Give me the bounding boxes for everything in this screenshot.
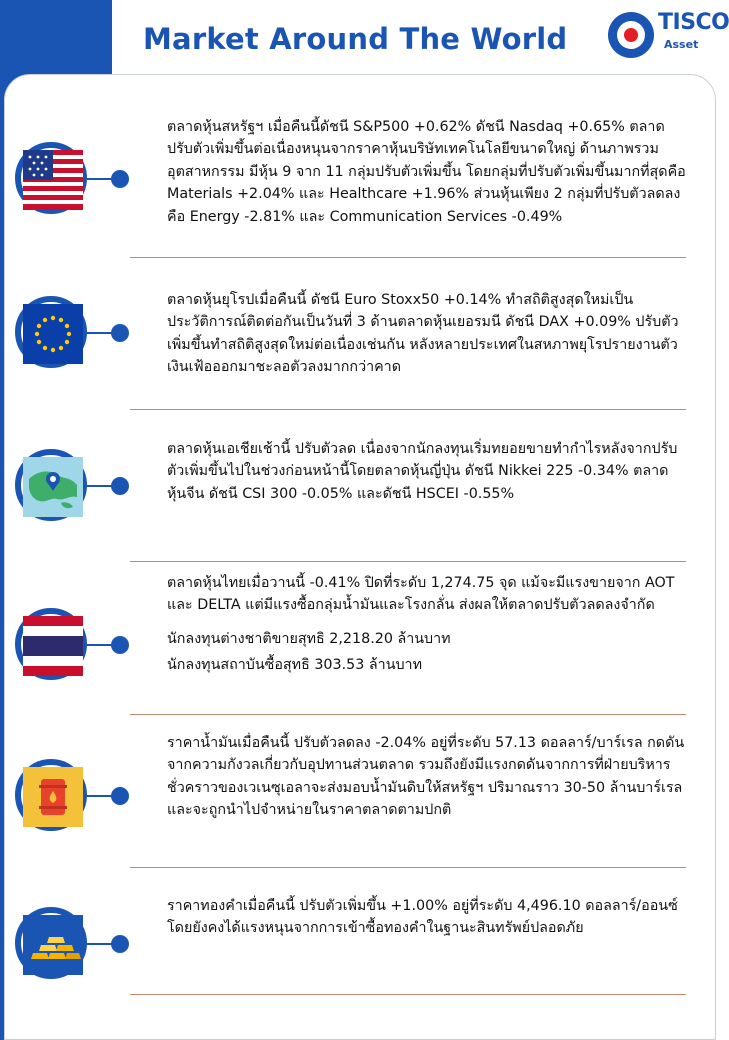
section-divider	[130, 561, 686, 562]
thai-flag-icon	[15, 608, 87, 680]
timeline-dot	[111, 170, 129, 188]
section-gold-paragraph: ราคาทองคำเมื่อคืนนี้ ปรับตัวเพิ่มขึ้น +1.00% อยู่ที่ระดับ 4,496.10 ดอลลาร์/ออนซ์ โดยยังคงได้แรงหนุนจากการเข้าซื้อทองคำในฐานะสินทรัพย์ปลอดภัย	[167, 898, 678, 937]
oil-barrel-icon	[15, 759, 87, 831]
page-title: Market Around The World	[143, 22, 568, 56]
us-flag-icon	[15, 142, 87, 214]
timeline-dot	[111, 324, 129, 342]
eu-flag-icon	[15, 296, 87, 368]
section-us-text	[167, 116, 687, 228]
section-asia-paragraph: ตลาดหุ้นเอเชียเช้านี้ ปรับตัวลด เนื่องจากนักลงทุนเริ่มทยอยขายทำกำไรหลังจากปรับตัวเพิ่มขึ้นไปในช่วงก่อนหน้านี้โดยตลาดหุ้นญี่ปุ่น ดัชนี Nikkei 225 -0.34% ตลาดหุ้นจีน ดัชนี CSI 300 -0.05% และดัชนี HSCEI -0.55%	[167, 441, 678, 502]
section-divider	[130, 867, 686, 868]
asia-map-icon	[15, 449, 87, 521]
tisco-logo	[608, 8, 729, 62]
section-divider	[130, 257, 686, 258]
section-divider	[130, 994, 686, 995]
section-thai-paragraph: ตลาดหุ้นไทยเมื่อวานนี้ -0.41% ปิดที่ระดับ 1,274.75 จุด แม้จะมีแรงขายจาก AOT และ DELTA แต่มีแรงซื้อกลุ่มน้ำมันและโรงกลั่น ส่งผลให้ตลาดปรับตัวลดลงจำกัด	[167, 575, 675, 614]
section-asia-text	[167, 438, 687, 505]
tisco-logo-icon	[608, 12, 654, 58]
section-oil-paragraph: ราคาน้ำมันเมื่อคืนนี้ ปรับตัวลดลง -2.04% อยู่ที่ระดับ 57.13 ดอลลาร์/บาร์เรล กดดันจากความกังวลเกี่ยวกับอุปทานส่วนตลาด รวมถึงยังมีแรงกดดันจากการที่ฝ่ายบริหารชั่วคราวของเวเนซุเอลาจะส่งมอบน้ำมันดิบให้สหรัฐฯ ปริมาณราว 30-50 ล้านบาร์เรล และจะถูกนำไปจำหน่ายในราคาตลาดตามปกติ	[167, 735, 685, 819]
timeline-dot	[111, 787, 129, 805]
timeline-dot	[111, 477, 129, 495]
section-thai-text	[167, 572, 687, 677]
section-oil-text	[167, 732, 687, 822]
section-us-paragraph: ตลาดหุ้นสหรัฐฯ เมื่อคืนนี้ดัชนี S&P500 +0.62% ดัชนี Nasdaq +0.65% ตลาดปรับตัวเพิ่มขึ้นต่อเนื่องหนุนจากราคาหุ้นบริษัทเทคโนโลยีขนาดใหญ่ ด้านภาพรวมอุตสาหกรรม มีหุ้น 9 จาก 11 กลุ่มปรับตัวเพิ่มขึ้น โดยกลุ่มที่ปรับตัวเพิ่มขึ้นมากที่สุดคือ Materials +2.04% และ Healthcare +1.96% ส่วนหุ้นเพียง 2 กลุ่มที่ปรับตัวลดลง คือ Energy -2.81% และ Communication Services -0.49%	[167, 119, 686, 225]
section-eu-text	[167, 289, 687, 379]
section-eu-paragraph: ตลาดหุ้นยุโรปเมื่อคืนนี้ ดัชนี Euro Stoxx50 +0.14% ทำสถิติสูงสุดใหม่เป็นประวัติการณ์ติดต่อกันเป็นวันที่ 3 ด้านตลาดหุ้นเยอรมนี ดัชนี DAX +0.09% ปรับตัวเพิ่มขึ้นทำสถิติสูงสุดใหม่ต่อเนื่องเช่นกัน หลังหลายประเทศในสหภาพยุโรปรายงานตัวเงินเฟ้อออกมาชะลอตัวลงมากกว่าคาด	[167, 292, 679, 376]
gold-bars-icon	[15, 907, 87, 979]
section-thai-foreign: นักลงทุนต่างชาติขายสุทธิ 2,218.20 ล้านบาท	[167, 630, 451, 647]
section-gold-text	[167, 895, 687, 940]
logo-name: TISCO	[658, 10, 729, 35]
timeline-dot	[111, 636, 129, 654]
logo-sub: Asset	[664, 38, 699, 51]
timeline-dot	[111, 935, 129, 953]
section-divider	[130, 714, 686, 715]
section-thai-institution: นักลงทุนสถาบันซื้อสุทธิ 303.53 ล้านบาท	[167, 657, 422, 674]
section-divider	[130, 409, 686, 410]
